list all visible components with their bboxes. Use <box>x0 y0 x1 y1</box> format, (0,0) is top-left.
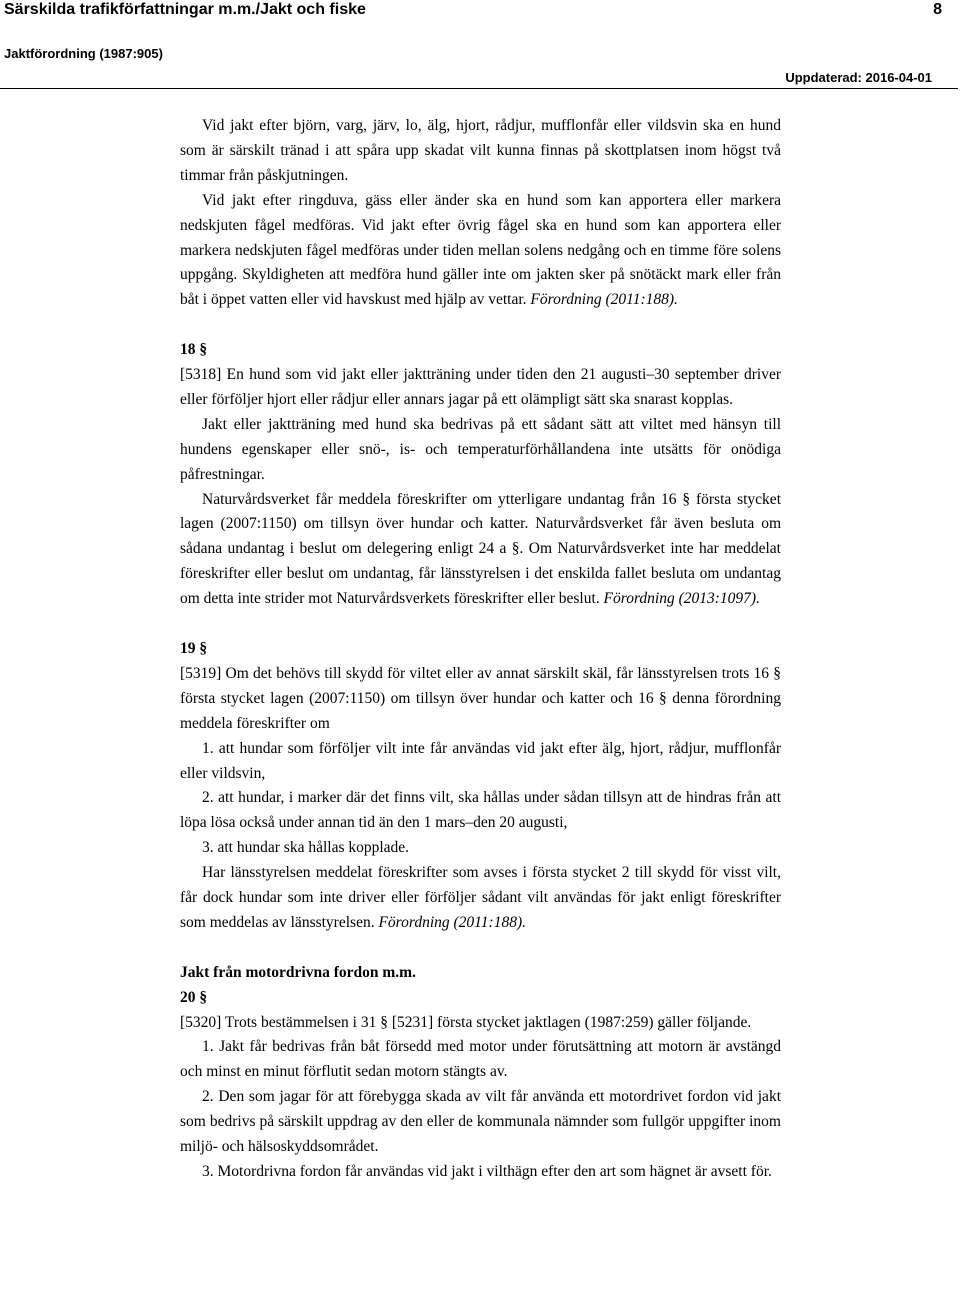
list-item <box>180 786 781 836</box>
document-subtitle: Jaktförordning (1987:905) <box>4 46 163 61</box>
source-reference: Förordning (2011:188). <box>378 913 526 931</box>
paragraph <box>180 363 781 413</box>
paragraph <box>180 413 781 488</box>
paragraph <box>180 861 781 936</box>
paragraph <box>180 114 781 189</box>
section-number-18: 18 § <box>180 341 208 359</box>
list-item <box>180 737 781 787</box>
list-item-text: 1. att hundar som förföljer vilt inte får användas vid jakt efter älg, hjort, rådjur, mufflonfår eller vildsvin, <box>180 739 781 782</box>
header-divider <box>0 88 958 89</box>
paragraph-text: Vid jakt efter björn, varg, järv, lo, älg, hjort, rådjur, mufflonfår eller vildsvin ska en hund som är särskilt tränad i att spåra upp skadat vilt kunna finnas på skottplatsen inom högst två timmar från påskjutningen. <box>180 117 781 184</box>
paragraph-text: Har länsstyrelsen meddelat föreskrifter som avses i första stycket 2 till skydd för visst vilt, får dock hundar som inte driver eller förföljer sådant vilt användas för jakt enligt föreskrifter som meddelas av länsstyrelsen. <box>180 864 781 931</box>
source-reference: Förordning (2011:188). <box>530 291 678 309</box>
paragraph <box>180 1011 781 1036</box>
paragraph <box>180 189 781 314</box>
page-number: 8 <box>933 1 942 18</box>
paragraph-text: Vid jakt efter ringduva, gäss eller änder ska en hund som kan apportera eller markera nedskjuten fågel medföras. Vid jakt efter övrig fågel ska en hund som kan apportera eller markera nedskjuten fågel medföras under tiden mellan solens nedgång och en timme före solens uppgång. Skyldigheten att medföra hund gäller inte om jakten sker på snötäckt mark eller från båt i öppet vatten eller vid havskust med hjälp av vettar. <box>180 191 781 309</box>
paragraph-text: Jakt eller jaktträning med hund ska bedrivas på ett sådant sätt att viltet med hänsyn till hundens egenskaper eller snö-, is- och temperaturförhållandena inte utsätts för onödiga påfrestningar. <box>180 415 781 483</box>
section-number-20: 20 § <box>180 988 208 1006</box>
document-body <box>180 114 781 1185</box>
source-reference: Förordning (2013:1097). <box>603 590 760 608</box>
list-item-text: 2. att hundar, i marker där det finns vilt, ska hållas under sådan tillsyn att de hindras från att löpa lösa också under annan tid än den 1 mars–den 20 augusti, <box>180 789 781 832</box>
list-item <box>180 1035 781 1085</box>
paragraph-text: [5318] En hund som vid jakt eller jaktträning under tiden den 21 augusti–30 september driver eller förföljer hjort eller rådjur eller annars jagar på ett olämpligt sätt ska snarast kopplas. <box>180 366 781 408</box>
section-number-19: 19 § <box>180 640 208 657</box>
list-item-text: 3. att hundar ska hållas kopplade. <box>202 839 410 857</box>
list-item <box>180 836 781 861</box>
list-item <box>180 1085 781 1160</box>
paragraph <box>180 488 781 613</box>
paragraph-text: [5319] Om det behövs till skydd för viltet eller av annat särskilt skäl, får länsstyrelsen trots 16 § första stycket lagen (2007:1150) om tillsyn över hundar och katter och 16 § denna förordning meddela föreskrifter om <box>180 664 781 732</box>
section-heading: Jakt från motordrivna fordon m.m. <box>180 963 416 981</box>
paragraph <box>180 662 781 737</box>
updated-date: Uppdaterad: 2016-04-01 <box>785 70 932 85</box>
paragraph-text: Naturvårdsverket får meddela föreskrifter om ytterligare undantag från 16 § första stycket lagen (2007:1150) om tillsyn över hundar och katter. Naturvårdsverket får även besluta om sådana undantag i beslut om delegering enligt 24 a §. Om Naturvårdsverket inte har meddelat föreskrifter eller beslut om undantag, får länsstyrelsen i det enskilda fallet besluta om undantag om detta inte strider mot Naturvårdsverkets föreskrifter eller beslut. <box>180 490 781 608</box>
list-item-text: 3. Motordrivna fordon får användas vid jakt i vilthägn efter den art som hägnet är avsett för. <box>202 1163 772 1181</box>
list-item <box>180 1160 781 1185</box>
paragraph-text: [5320] Trots bestämmelsen i 31 § [5231] första stycket jaktlagen (1987:259) gäller följande. <box>180 1013 752 1031</box>
list-item-text: 2. Den som jagar för att förebygga skada av vilt får använda ett motordrivet fordon vid jakt som bedrivs på särskilt uppdrag av den eller de kommunala nämnder som fullgör uppgifter inom miljö- och hälsoskyddsområdet. <box>180 1088 781 1156</box>
running-header-title: Särskilda trafikförfattningar m.m./Jakt och fiske <box>4 1 366 18</box>
list-item-text: 1. Jakt får bedrivas från båt försedd med motor under förutsättning att motorn är avstängd och minst en minut förflutit sedan motorn stängts av. <box>180 1038 781 1081</box>
